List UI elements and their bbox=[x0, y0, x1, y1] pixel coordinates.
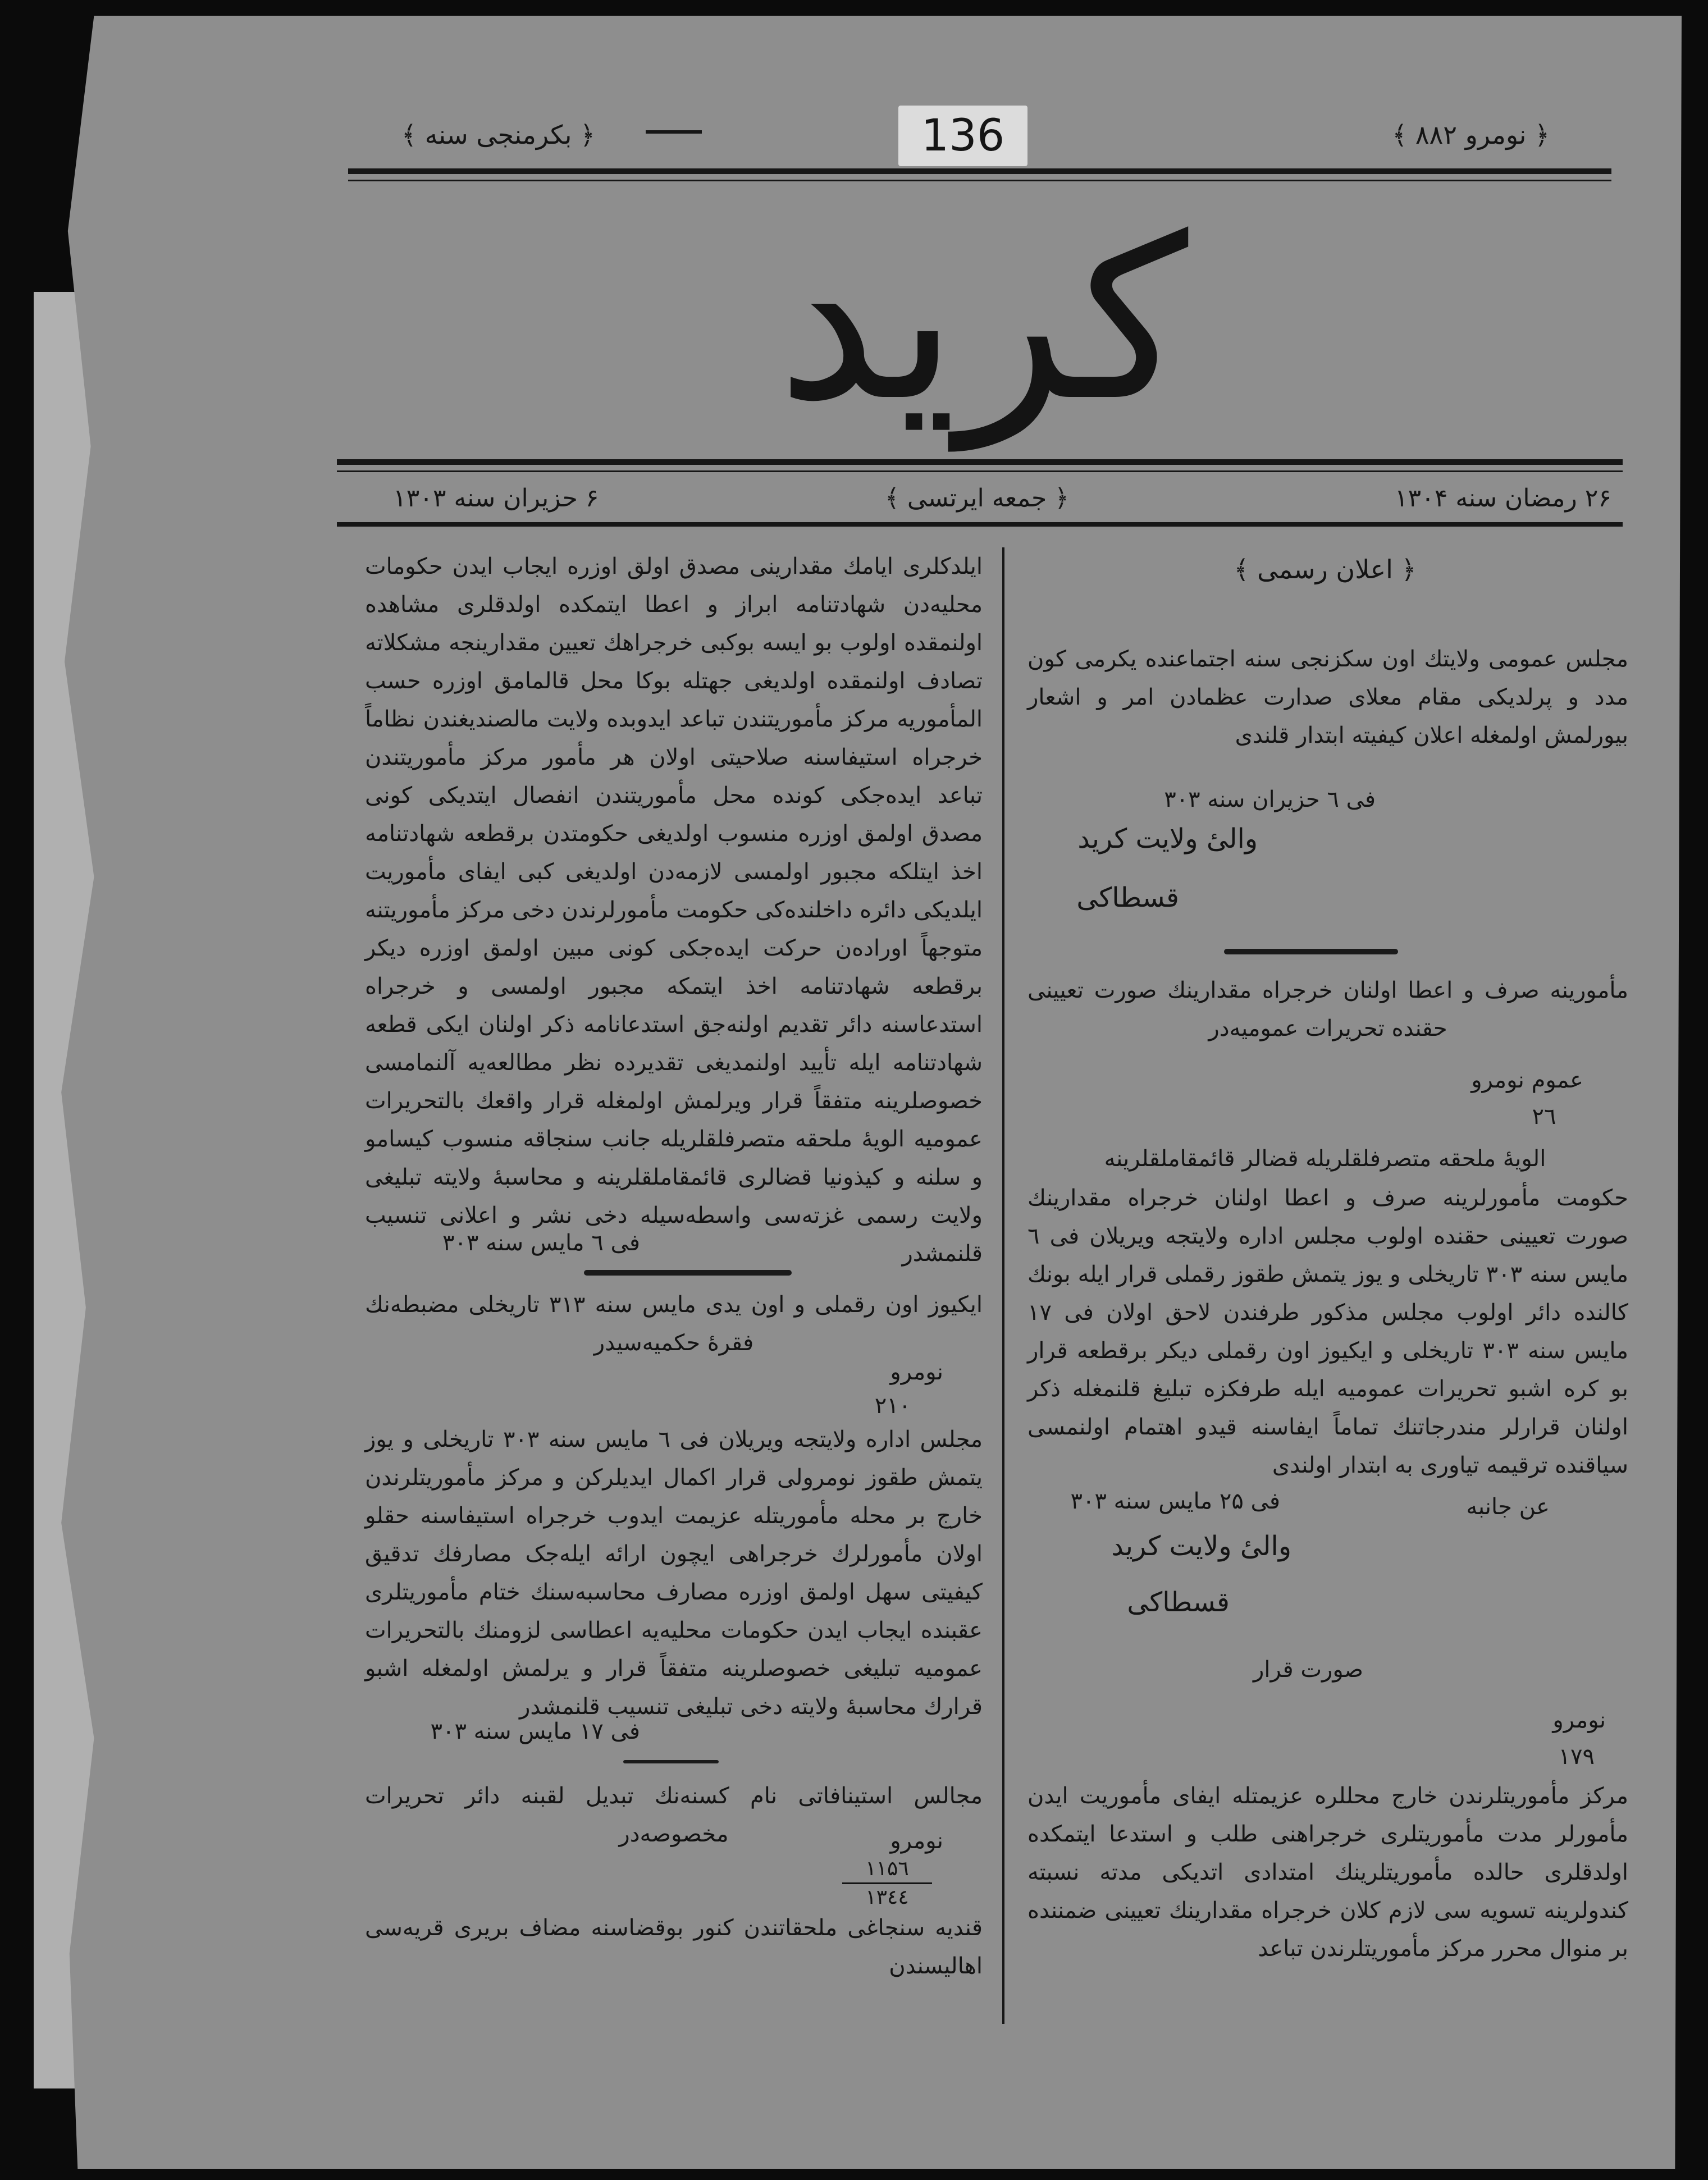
masthead-rule-thin bbox=[337, 470, 1623, 472]
decision-210-body: مجلس اداره ولایتجه ویریلان فی ٦ مایس سنه ۳۰۳ تاریخلی و یوز یتمش طقوز نومرولی قرار اکمال ایدیلرکن و مرکز مأموریتلرندن خارج بر محله مأموریتله عزیمت ایدوب خرجراه استیفاسنه حقلو اولان مأمورلرك خرجراهی ایچون ارائه ایله‌جک مصارفك تدقیق کیفیتی سهل اولمق اوزره مصارف محاسبه‌سنك ختام مأموریتلری عقبنده ایجاب ایدن حکومات محلیه‌یه اعطاسی لزومنك بالتحریرات عمومیه تبلیغی خصوصلرینه متفقاً قرار و یرلمش اولمغله اشبو قرارك محاسبهٔ ولایته دخی تبلیغی تنسیب قلنمشدر bbox=[365, 1427, 983, 1720]
circular-title: مأمورینه صرف و اعطا اولنان خرجراه مقدارینك صورت تعیینی حقنده تحریرات عمومیه‌در bbox=[1027, 977, 1628, 1041]
notice-signature-title: والیٔ ولایت کرید bbox=[1077, 823, 1258, 854]
header-dash bbox=[646, 130, 702, 134]
decision-number-label: نومرو bbox=[1552, 1707, 1606, 1733]
masthead-title: کرید bbox=[777, 189, 1189, 450]
left-paragraph-1-date: فی ٦ مایس سنه ۳۰۳ bbox=[442, 1230, 640, 1256]
notice-date: فی ٦ حزیران سنه ۳۰۳ bbox=[1164, 787, 1376, 812]
issue-year: ﴿ بکرمنجی سنه ﴾ bbox=[401, 120, 595, 150]
special-letter-body: قندیه سنجاغی ملحقاتندن کنور بوقضاسنه مضاف بریری قریه‌سی اهالیسندن bbox=[365, 1915, 983, 1979]
official-notice-title: ﴿ اعلان رسمی ﴾ bbox=[1234, 554, 1417, 584]
top-rule-thick bbox=[348, 168, 1611, 174]
circular-signature-title: والیٔ ولایت کرید bbox=[1111, 1530, 1291, 1562]
issue-number: ﴿ نومرو ۸۸۲ ﴾ bbox=[1392, 120, 1550, 150]
left-paragraph-1: ایلدکلری ایامك مقدارینی مصدق اولق اوزره ایجاب ایدن حکومات محلیه‌دن شهادتنامه ابراز و اعطا ایتمکده اولدقلری مشاهده اولنمقده اولوب بو ایسه بوکبی خرجراهك تعیین مقدارینجه مشکلاته تصادف اولنمقده اولدیغی جهتله بوکا محل قالمامق اوزره حسب المأموریه مرکز مأموریتندن تباعد ایدوبده ولایت مالصندیغندن نظاماً خرجراه استیفاسنه صلاحیتی اولان هر مأمور مرکز مأموریتندن تباعد ایده‌جکی کونده محل مأموریتندن انفصال ایتدیکی کونی مصدق اولمق اوزره منسوب اولدیغی حکومتدن برقطعه شهادتنامه اخذ ایتلکه مجبور اولمسی لازمه‌دن اولدیغی کبی ایفای مأموریت ایلدیکی دائره داخلنده‌کی حکومت مأمورلرندن دخی مرکز مأموریتنه متوجهاً اوراده‌ن حرکت ایده‌جکی کونی مبین اولمق اوزره دیکر برقطعه شهادتنامه اخذ ایتمکه مجبور اولمسی و خرجراه استدعاسنه دائر تقدیم اولنه‌جق استدعانامه ذکر اولنان ایکی قطعه شهادتنامه ایله تأیید اولنمدیغی تقدیرده نظر مطالعه‌یه آلنمامسی خصوصلرینه متفقاً قرار ویرلمش اولمغله قرار واقعك بالتحریرات عمومیه الویهٔ ملحقه متصرفلقلریله جانب سنجاقه منسوب کیسامو و سلنه و کیذونیا قضالری قائمقاملقلرینه و محاسبهٔ ولایته تبلیغی ولایت رسمی غزته‌سی واسطه‌سیله دخی نشر و اعلانی تنسیب قلنمشدر bbox=[365, 554, 983, 1267]
circular-body: حکومت مأمورلرینه صرف و اعطا اولنان خرجراه مقدارینك صورت تعیینی حقنده اولوب مجلس اداره ولایتجه ویریلان فی ٦ مایس سنه ۳۰۳ تاریخلی و یوز یتمش طقوز رقملی قرار ایله بونك کالنده دائر اولوب مجلس مذکور طرفندن لاحق اولان فی ۱۷ مایس سنه ۳۰۳ تاریخلی و ایکیوز اون رقملی دیکر برقطعه قرار بو کره اشبو تحریرات عمومیه ایله طرفکزه تبلیغ قلنمغله ذکر اولنان قرارلر مندرجاتنك تماماً ایفاسنه قیدو اهتمام اولنمسی سیاقنده ترقیمه تیاوری به ابتدار اولندی bbox=[1027, 1185, 1629, 1478]
notice-signature-name: قسطاکی bbox=[1076, 882, 1179, 913]
circular-number-value: ۲٦ bbox=[1532, 1104, 1556, 1130]
weekday: ﴿ جمعه ایرتسی ﴾ bbox=[885, 484, 1069, 513]
decision-210-number-label: نومرو bbox=[890, 1359, 943, 1385]
circular-date: فی ۲۵ مایس سنه ۳۰۳ bbox=[1070, 1488, 1280, 1514]
special-letter-number-label: نومرو bbox=[890, 1828, 943, 1854]
decision-body: مرکز مأموریتلرندن خارج محللره عزیمتله ایفای مأموریت ایدن مأمورلر مدت مأموریتلری خرجراهنی طلب و استدعا ایتمکده اولدقلری حالده مأموریتلرینك امتدادی اتدیکی مدته نسبته کندولرینه تسویه سی لازم کلان خرجراه مقدارینك تعیینی ضمننده بر منوال محرر مرکز مأموریتلرندن تباعد bbox=[1027, 1783, 1628, 1962]
page-stamp: 136 bbox=[898, 106, 1027, 166]
ornament-divider-left bbox=[584, 1270, 792, 1276]
column-divider bbox=[1002, 547, 1004, 2024]
circular-signature-name: قسطاکی bbox=[1127, 1587, 1230, 1618]
decision-210-title: ایکیوز اون رقملی و اون یدی مایس سنه ۳۱۳ تاریخلی مضبطه‌نك فقرهٔ حکمیه‌سیدر bbox=[365, 1292, 983, 1356]
circular-number-label: عموم نومرو bbox=[1471, 1067, 1583, 1093]
decision-number-value: ۱۷۹ bbox=[1558, 1744, 1595, 1770]
dateline-rule bbox=[337, 522, 1623, 527]
decision-210-number-value: ۲۱۰ bbox=[874, 1393, 911, 1419]
special-letter-number-bottom: ۱۳٤٤ bbox=[865, 1886, 909, 1909]
ornament-divider bbox=[1224, 949, 1398, 954]
decision-210-date: فی ۱۷ مایس سنه ۳۰۳ bbox=[430, 1719, 640, 1744]
notice-paragraph: مجلس عمومی ولایتك اون سکزنجی سنه اجتماعنده یکرمی کون مدد و پرلدیکی مقام معلای صدارت عظمادن امر و اشعار بیورلمش اولمغله اعلان کیفیته ابتدار قلندی bbox=[1027, 646, 1628, 748]
special-letter-number-top: ۱۱۵٦ bbox=[842, 1855, 932, 1884]
circular-addressee: الویهٔ ملحقه متصرفلقلریله قضالر قائمقاملقلرینه bbox=[1104, 1146, 1546, 1172]
special-letter-title: مجالس استینافاتی نام کسنه‌نك تبدیل لقبنه دائر تحریرات مخصوصه‌در bbox=[365, 1783, 983, 1847]
rumi-date: ۶ حزیران سنه ۱۳۰۳ bbox=[393, 484, 599, 513]
decision-title: صورت قرار bbox=[1253, 1657, 1363, 1683]
masthead-rule-thick bbox=[337, 459, 1623, 465]
ornament-divider-small bbox=[623, 1760, 719, 1763]
circular-from: عن جانبه bbox=[1466, 1494, 1550, 1520]
hijri-date: ۲۶ رمضان سنه ۱۳۰۴ bbox=[1394, 484, 1611, 513]
